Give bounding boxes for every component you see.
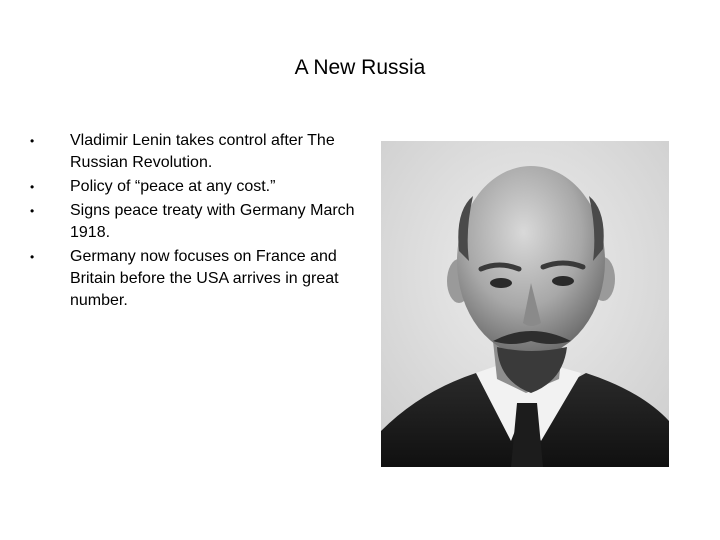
bullet-marker: • xyxy=(30,180,35,194)
bullet-list xyxy=(30,130,360,314)
bullet-item xyxy=(30,200,360,244)
bullet-text: Vladimir Lenin takes control after The Russian Revolution. xyxy=(70,132,335,171)
bullet-text: Policy of “peace at any cost.” xyxy=(70,178,276,195)
portrait-photo xyxy=(381,141,669,467)
portrait-illustration xyxy=(381,141,669,467)
bullet-text: Germany now focuses on France and Britain before the USA arrives in great number. xyxy=(70,248,339,309)
bullet-marker: • xyxy=(30,204,35,218)
bullet-item xyxy=(30,246,360,312)
slide-title: A New Russia xyxy=(294,56,426,79)
bullet-item xyxy=(30,130,360,174)
bullet-marker: • xyxy=(30,250,35,264)
bullet-marker: • xyxy=(30,134,35,148)
bullet-item xyxy=(30,176,360,198)
bullet-text: Signs peace treaty with Germany March 1918. xyxy=(70,202,355,241)
